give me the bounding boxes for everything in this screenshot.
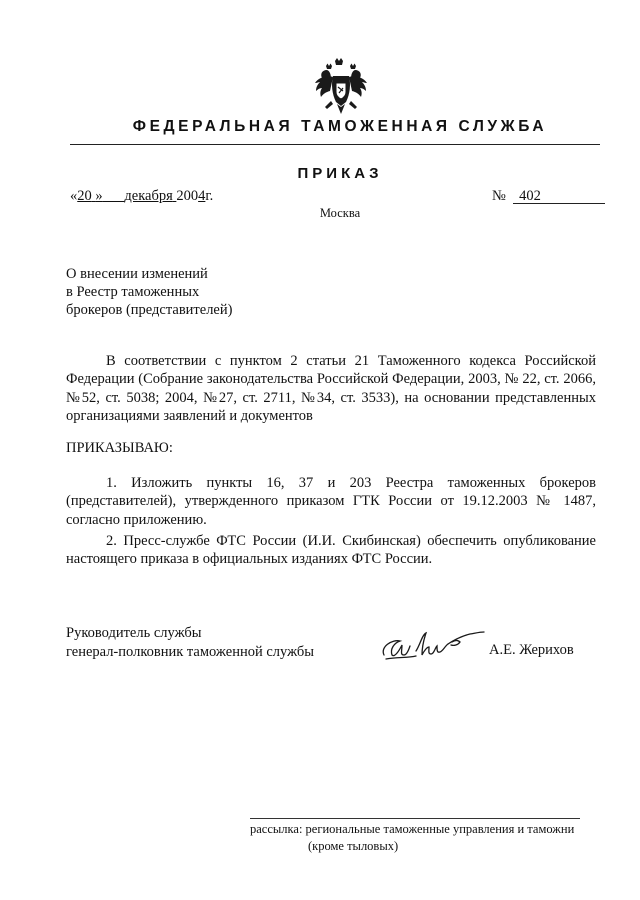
header-rule xyxy=(70,144,600,145)
date-year-prefix: 200 xyxy=(176,188,199,204)
document-type-title: ПРИКАЗ xyxy=(297,165,383,182)
subject-block xyxy=(66,265,232,319)
number-label: № xyxy=(492,188,506,204)
number-value: 402 xyxy=(513,189,605,204)
date-month: декабря xyxy=(124,188,173,204)
handwritten-signature xyxy=(378,623,488,669)
agency-name: ФЕДЕРАЛЬНАЯ ТАМОЖЕННАЯ СЛУЖБА xyxy=(132,118,548,135)
order-word: ПРИКАЗЫВАЮ: xyxy=(66,440,173,456)
date-day: 20 » декабря xyxy=(77,188,173,204)
subject-line-2: в Реестр таможенных xyxy=(66,284,200,300)
signer-name: А.Е. Жерихов xyxy=(489,642,574,658)
signer-position-line-1: Руководитель службы xyxy=(66,625,202,641)
coat-of-arms-emblem xyxy=(313,57,369,119)
subject-line-1: О внесении изменений xyxy=(66,266,208,282)
preamble-paragraph: В соответствии с пунктом 2 статьи 21 Таможенного кодекса Российской Федерации (Собрание законодательства Российской Федерации, 2003, № 22, ст. 2066, №52, ст. 5038; 2004, №27, ст. 2711, №34, ст. 3533), на основании представленных организациями заявлений и документов xyxy=(66,353,596,425)
document-number xyxy=(492,188,605,205)
date-open-quote: « xyxy=(70,188,78,204)
distribution-note xyxy=(250,821,595,855)
distribution-rule xyxy=(250,818,580,819)
order-item-1: 1. Изложить пункты 16, 37 и 203 Реестра таможенных брокеров (представителей), утвержденного приказом ГТК России от 19.12.2003 № 1487, согласно приложению. xyxy=(66,475,596,528)
issue-city: Москва xyxy=(319,206,361,220)
distribution-line-2: (кроме тыловых) xyxy=(308,839,399,853)
distribution-line-1: рассылка: региональные таможенные управления и таможни xyxy=(250,822,575,836)
date-year-suffix: 4 xyxy=(198,188,206,204)
subject-line-3: брокеров (представителей) xyxy=(66,302,233,318)
signer-position xyxy=(66,624,314,662)
order-item-2: 2. Пресс-службе ФТС России (И.И. Скибинская) обеспечить опубликование настоящего приказа в официальных изданиях ФТС России. xyxy=(66,533,596,568)
signer-position-line-2: генерал-полковник таможенной службы xyxy=(66,644,315,660)
date-year-end: г. xyxy=(205,188,214,204)
document-date xyxy=(70,188,213,205)
